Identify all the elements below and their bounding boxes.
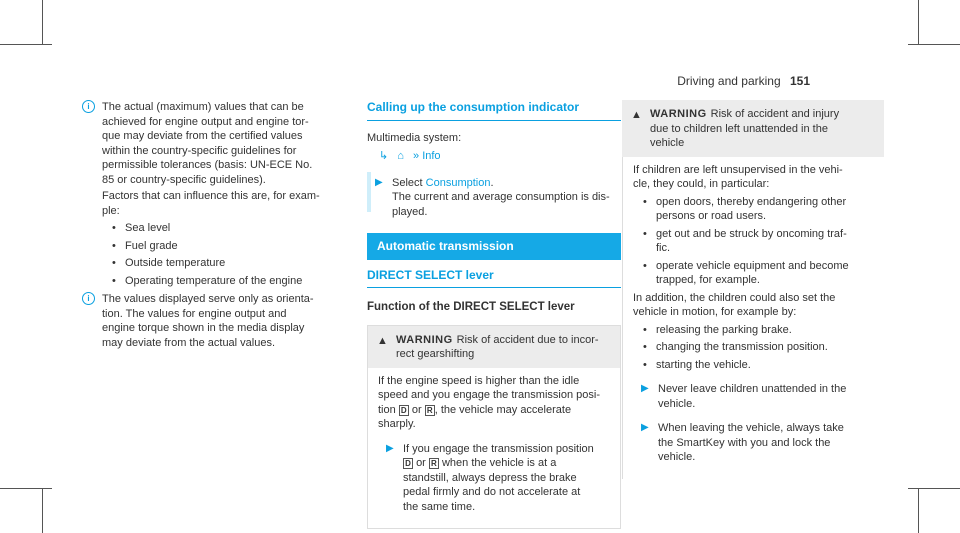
info-icon: i [82, 292, 95, 305]
list-item: • releasing the parking brake. [633, 323, 874, 338]
warning-head-text: Risk of accident due to incor- [456, 333, 599, 346]
multimedia-label: Multimedia system: [367, 131, 462, 144]
warning-body [368, 368, 620, 529]
step-line: the SmartKey with you and lock the [658, 436, 831, 449]
note-line: tion. The values for engine output and [102, 307, 287, 320]
step-arrow-icon: ▶ [386, 442, 394, 454]
info-note [82, 100, 352, 288]
step-bar [367, 172, 371, 212]
function-heading: Function of the DIRECT SELECT lever [367, 301, 575, 313]
warning-line: In addition, the children could also set the [633, 291, 836, 304]
crop-mark [908, 488, 960, 489]
warning-line: If children are left unsupervised in the vehi- [633, 163, 843, 176]
risk-list [633, 195, 874, 288]
column-1 [82, 100, 352, 354]
crop-mark [0, 488, 52, 489]
info-icon: i [82, 100, 95, 113]
warning-triangle-icon: ▲ [377, 334, 388, 347]
note-line: may deviate from the actual values. [102, 336, 276, 349]
warning-header [622, 100, 884, 157]
step-line: Select Consumption. [392, 176, 494, 189]
step-arrow-icon: ▶ [641, 422, 649, 433]
list-item [633, 227, 874, 256]
warning-head-text: rect gearshifting [396, 348, 475, 360]
warning-line [378, 403, 610, 418]
step-line: If you engage the transmission position [403, 442, 594, 455]
nav-info-link[interactable]: Info [422, 150, 441, 162]
list-line: trapped, for example. [656, 274, 760, 286]
list-line: • open doors, thereby endangering other [656, 195, 847, 208]
list-item: • changing the transmission position. [633, 340, 874, 355]
warning-triangle-icon: ▲ [631, 109, 642, 121]
warning-head-text: due to children left unattended in the [650, 122, 828, 135]
gear-d-key-icon: D [399, 405, 409, 416]
warning-text: or [411, 403, 422, 416]
list-item: • Sea level [102, 221, 352, 236]
warning-text: , the vehicle may accelerate [434, 403, 572, 416]
note-line: ple: [102, 204, 120, 217]
note-line: permissible tolerances (basis: UN-ECE No. [102, 159, 313, 171]
note-line: The values displayed serve only as orienta- [102, 293, 314, 305]
list-item: • Outside temperature [102, 256, 352, 271]
note-line: achieved for engine output and engine tor- [102, 115, 309, 128]
step-line: played. [392, 205, 428, 218]
return-arrow-icon: ↳ [379, 150, 389, 162]
step-line: the same time. [403, 500, 476, 513]
list-item: • Fuel grade [102, 239, 352, 254]
crop-mark [918, 488, 919, 533]
step-line: Never leave children unattended in the [658, 383, 847, 395]
crop-mark [0, 44, 52, 45]
step-line: pedal firmly and do not accelerate at [403, 486, 581, 498]
gear-d-key-icon: D [403, 458, 413, 469]
warning-box [622, 100, 884, 479]
list-item: • Operating temperature of the engine [102, 274, 352, 289]
section-banner: Automatic transmission [367, 233, 621, 260]
step-line: The current and average consumption is dis- [392, 191, 610, 203]
note-line: Factors that can influence this are, for exam- [102, 190, 320, 202]
instruction-step [633, 421, 874, 465]
warning-header [368, 326, 620, 368]
step-arrow-icon: ▶ [375, 176, 383, 188]
list-line: • get out and be struck by oncoming traf- [656, 227, 847, 240]
instruction-step [378, 442, 610, 515]
list-line: • operate vehicle equipment and become [656, 259, 849, 272]
step-select-text: Select [392, 176, 423, 189]
step-line: vehicle. [658, 397, 696, 410]
column-2 [367, 100, 621, 529]
list-item: • starting the vehicle. [633, 358, 874, 373]
step-arrow-icon: ▶ [641, 383, 649, 394]
list-line: persons or road users. [656, 210, 767, 222]
warning-line: vehicle in motion, for example by: [633, 306, 797, 318]
header-title: Driving and parking [677, 74, 781, 88]
subsection-heading: DIRECT SELECT lever [367, 268, 621, 289]
warning-text: tion [378, 403, 396, 416]
section-heading: Calling up the consumption indicator [367, 100, 621, 121]
factors-list [102, 221, 352, 288]
note-line: 85 or country-specific guidelines). [102, 173, 266, 186]
consumption-link[interactable]: Consumption [425, 176, 491, 189]
step-text: when the vehicle is at a [441, 457, 557, 469]
page-number: 151 [789, 74, 810, 88]
note-line: engine torque shown in the media display [102, 322, 305, 334]
home-icon: ⌂ [397, 150, 404, 162]
note-line: The actual (maximum) values that can be [102, 101, 304, 113]
warning-box [367, 325, 621, 530]
list-item [633, 195, 874, 224]
crop-mark [42, 0, 43, 45]
list-item [633, 259, 874, 288]
gear-r-key-icon: R [425, 405, 435, 416]
motion-list [633, 323, 874, 373]
step-line: vehicle. [658, 451, 696, 463]
crop-mark [918, 0, 919, 45]
instruction-step [633, 382, 874, 411]
step-line: When leaving the vehicle, always take [658, 422, 844, 434]
list-line: fic. [656, 242, 671, 254]
crop-mark [42, 488, 43, 533]
warning-head-text: Risk of accident and injury [710, 108, 840, 120]
gear-r-key-icon: R [429, 458, 439, 469]
step-line: standstill, always depress the brake [403, 471, 577, 484]
warning-line: sharply. [378, 418, 416, 430]
page-header [677, 74, 810, 88]
step-line [403, 456, 610, 471]
step-text: or [416, 457, 426, 469]
warning-line: cle, they could, in particular: [633, 178, 770, 190]
info-note [82, 292, 352, 350]
instruction-step [367, 176, 621, 220]
double-chevron-icon: » [413, 150, 420, 162]
warning-label: WARNING [650, 108, 707, 120]
note-line: que may deviate from the certified values [102, 130, 303, 142]
warning-body [622, 157, 884, 479]
warning-head-text: vehicle [650, 137, 685, 149]
column-3 [622, 100, 884, 479]
crop-mark [908, 44, 960, 45]
warning-label: WARNING [396, 333, 453, 346]
warning-line: If the engine speed is higher than the idle [378, 374, 580, 387]
warning-line: speed and you engage the transmission posi- [378, 389, 600, 401]
note-line: within the country-specific guidelines for [102, 144, 297, 157]
nav-path [379, 149, 621, 164]
